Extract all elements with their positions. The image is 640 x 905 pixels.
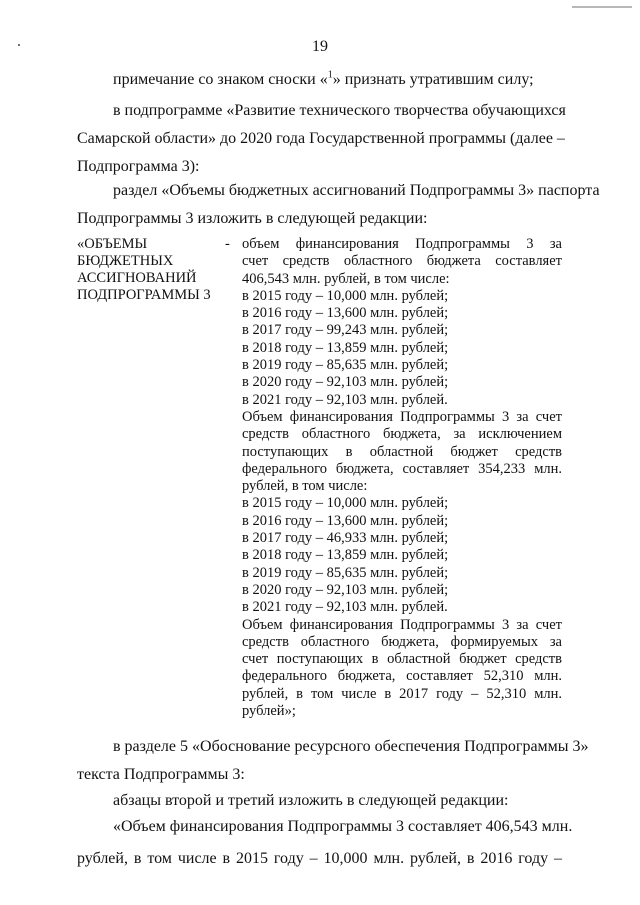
- table-content-line: в 2021 году – 92,103 млн. рублей.: [242, 599, 448, 616]
- text-run: примечание со знаком сноски «: [113, 71, 328, 88]
- paragraph-line: абзацы второй и третий изложить в следующей редакции:: [113, 792, 509, 809]
- table-content-line: федерального бюджета, составляет 354,233 млн.: [242, 460, 562, 477]
- table-content-line: в 2018 году – 13,859 млн. рублей;: [242, 547, 449, 564]
- table-content-line: 406,543 млн. рублей, в том числе:: [242, 270, 450, 287]
- heading-line: БЮДЖЕТНЫХ: [77, 253, 174, 269]
- table-content-line: в 2016 году – 13,600 млн. рублей;: [242, 305, 449, 322]
- paragraph-section-budget: [77, 177, 600, 233]
- paragraph-line: [77, 66, 562, 94]
- table-content-line: в 2019 году – 85,635 млн. рублей;: [242, 357, 449, 374]
- table-content-line: федерального бюджета, составляет 52,310 млн.: [242, 668, 562, 685]
- table-content-line: в 2017 году – 99,243 млн. рублей;: [242, 322, 449, 339]
- table-content-line: в 2020 году – 92,103 млн. рублей;: [242, 581, 449, 598]
- table-content-line: в 2015 году – 10,000 млн. рублей;: [242, 287, 449, 304]
- page-number: 19: [312, 38, 328, 55]
- paragraph-line: в подпрограмме «Развитие технического творчества обучающихся: [113, 102, 566, 119]
- paragraph-line: рублей, в том числе в 2015 году – 10,000 млн. рублей, в 2016 году –: [77, 850, 562, 867]
- table-content-line: в 2021 году – 92,103 млн. рублей.: [242, 391, 448, 408]
- table-content-line: рублей, в том числе:: [242, 478, 368, 495]
- table-dash: -: [225, 236, 230, 252]
- paragraph-line: Подпрограмма 3):: [77, 158, 200, 175]
- heading-line: АССИГНОВАНИЙ: [77, 270, 197, 286]
- table-content-line: счет поступающих в областной бюджет средств: [242, 651, 562, 668]
- table-content-line: объем финансирования Подпрограммы 3 за: [242, 236, 562, 252]
- footnote-superscript: 1: [327, 69, 333, 81]
- paragraph-line: Самарской области» до 2020 года Государственной программы (далее –: [77, 130, 565, 147]
- table-content-line: Объем финансирования Подпрограммы 3 за счет: [242, 616, 562, 633]
- table-content-line: в 2018 году – 13,859 млн. рублей;: [242, 339, 449, 356]
- table-content-line: Объем финансирования Подпрограммы 3 за счет: [242, 408, 562, 425]
- paragraph-line: в разделе 5 «Обоснование ресурсного обеспечения Подпрограммы 3»: [113, 738, 589, 755]
- paragraph-paragraphs: [77, 787, 562, 815]
- table-content-line: рублей»;: [242, 703, 296, 720]
- paragraph-subprogram: [77, 97, 566, 181]
- scan-artifact: [572, 6, 632, 8]
- heading-line: «ОБЪЕМЫ: [77, 236, 148, 252]
- table-content-line: поступающих в областной бюджет средств: [242, 443, 562, 460]
- table-content-line: в 2017 году – 46,933 млн. рублей;: [242, 530, 449, 547]
- paragraph-line: раздел «Объемы бюджетных ассигнований Подпрограммы 3» паспорта: [113, 182, 600, 199]
- paragraph-financing-volume: [77, 813, 573, 873]
- text-run: » признать утратившим силу;: [332, 71, 534, 88]
- heading-line: ПОДПРОГРАММЫ 3: [77, 287, 211, 303]
- table-content-line: в 2019 году – 85,635 млн. рублей;: [242, 564, 449, 581]
- table-content-line: счет средств областного бюджета составляет: [242, 253, 562, 270]
- paragraph-section-5: [77, 733, 589, 789]
- paragraph-footnote-note: [77, 66, 562, 94]
- table-content-line: средств областного бюджета, формируемых за: [242, 633, 562, 650]
- paragraph-line: текста Подпрограммы 3:: [77, 766, 245, 783]
- table-right-content: [242, 236, 562, 720]
- table-content-line: в 2016 году – 13,600 млн. рублей;: [242, 512, 449, 529]
- paragraph-line: Подпрограммы 3 изложить в следующей редакции:: [77, 210, 428, 227]
- table-content-line: в 2020 году – 92,103 млн. рублей;: [242, 374, 449, 391]
- table-content-line: средств областного бюджета, за исключением: [242, 426, 562, 443]
- paragraph-line: «Объем финансирования Подпрограммы 3 составляет 406,543 млн.: [113, 818, 573, 835]
- table-content-line: в 2015 году – 10,000 млн. рублей;: [242, 495, 449, 512]
- table-left-heading: [77, 236, 227, 304]
- table-content-line: рублей, в том числе в 2017 году – 52,310 млн.: [242, 685, 562, 702]
